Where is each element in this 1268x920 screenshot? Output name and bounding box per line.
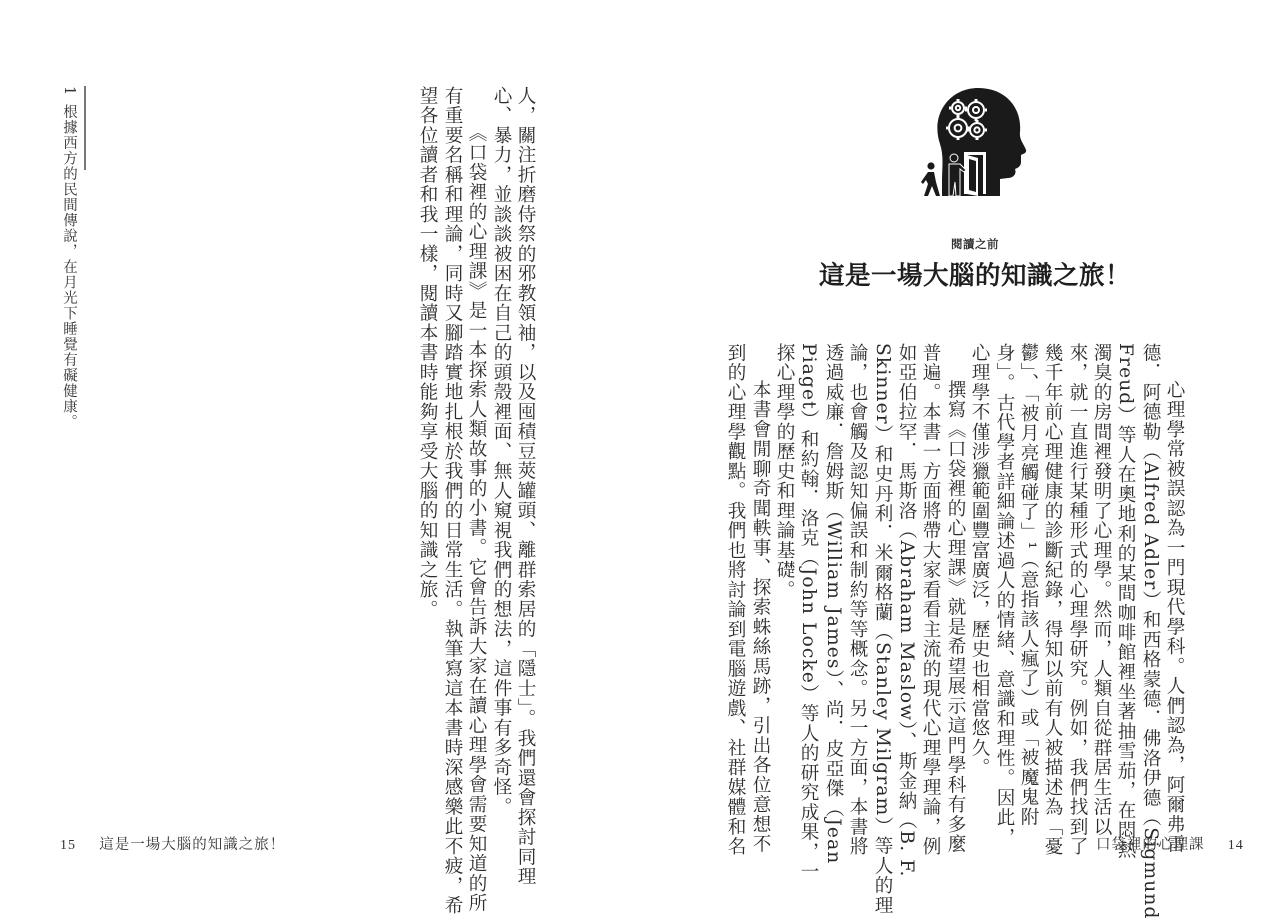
body-column: 鬱」、「被月亮觸碰了」¹（意指該人瘋了）或「被魔鬼附 (1018, 343, 1039, 827)
chapter-kicker: 閱讀之前 (951, 237, 999, 251)
running-head: 這是一場大腦的知識之旅！ (99, 837, 286, 853)
body-column: 到的心理學觀點。我們也將討論到電腦遊戲、社群媒體和名 (725, 343, 746, 857)
chapter-title: 這是一場大腦的知識之旅！ (818, 261, 1131, 291)
right-folio (1096, 833, 1244, 854)
head-with-gears-and-door-icon (920, 84, 1028, 200)
body-column: 心理學不僅涉獵範圍豐富廣泛，歷史也相當悠久。 (969, 343, 990, 778)
left-folio (60, 833, 285, 854)
body-column: 望各位讀者和我一樣，閱讀本書時能夠享受大腦的知識之旅。 (417, 86, 438, 620)
body-column: 本書會閒聊奇聞軼事、探索蛛絲馬跡，引出各位意想不 (750, 380, 771, 854)
left-page (0, 0, 634, 916)
page-number: 15 (60, 838, 76, 853)
body-column: 探心理學的歷史和理論基礎。 (774, 343, 795, 600)
body-column: 透過威廉．詹姆斯（William James）、尚．皮亞傑（Jean (823, 343, 844, 865)
running-head: 口袋裡的心理課 (1096, 837, 1205, 853)
body-column: 人，關注折磨侍祭的邪教領袖，以及囤積豆莢罐頭、離群索居的「隱士」。我們還會探討同理 (515, 86, 536, 887)
body-column: 有重要名稱和理論，同時又腳踏實地扎根於我們的日常生活。執筆寫這本書時深感樂此不疲，希 (442, 86, 463, 916)
body-column: Freud）等人在奧地利的某間咖啡館裡坐著抽雪茄，在悶熱 (1115, 343, 1136, 860)
page-number: 14 (1227, 838, 1244, 853)
body-column: 幾千年前心理健康的診斷紀錄，得知以前有人被描述為「憂 (1042, 343, 1063, 857)
body-column: 濁臭的房間裡發明了心理學。然而，人類自從群居生活以 (1091, 343, 1112, 837)
body-column: 撰寫《口袋裡的心理課》就是希望展示這門學科有多麼 (945, 380, 966, 854)
footnote-divider (84, 86, 86, 170)
footnote-marker: 1 (61, 86, 77, 97)
body-column: 心理學常被誤認為一門現代學科。人們認為，阿爾弗雷 (1164, 380, 1185, 854)
body-column: 論，也會觸及認知偏誤和制約等等概念。另一方面，本書將 (847, 343, 868, 857)
body-column: Piaget）和約翰．洛克（John Locke）等人的研究成果，一 (798, 343, 819, 882)
body-column: 德．阿德勒（Alfred Adler）和西格蒙德．佛洛伊德（Sigmund (1140, 343, 1161, 920)
body-column: Skinner）和史丹利．米爾格蘭（Stanley Milgram）等人的理 (872, 343, 893, 916)
body-column: 心、暴力，並談談被困在自己的頭殼裡面、無人窺視我們的想法，這件事有多奇怪。 (491, 86, 512, 817)
footnote (56, 86, 80, 96)
footnote-text: 根據西方的民間傳說，在月光下睡覺有礙健康。 (61, 104, 77, 430)
body-column: 普遍。本書一方面將帶大家看看主流的現代心理學理論，例 (920, 343, 941, 857)
body-column: 身」。古代學者詳細論述過人的情緒、意識和理性。因此， (994, 343, 1015, 848)
body-column: 如亞伯拉罕．馬斯洛（Abraham Maslow）、斯金納（B. F. (896, 343, 917, 878)
body-column: 《口袋裡的心理課》是一本探索人類故事的小書。它會告訴大家在讀心理學會需要知道的所 (466, 123, 487, 913)
body-column: 來，就一直進行某種形式的心理學研究。例如，我們找到了 (1067, 343, 1088, 857)
